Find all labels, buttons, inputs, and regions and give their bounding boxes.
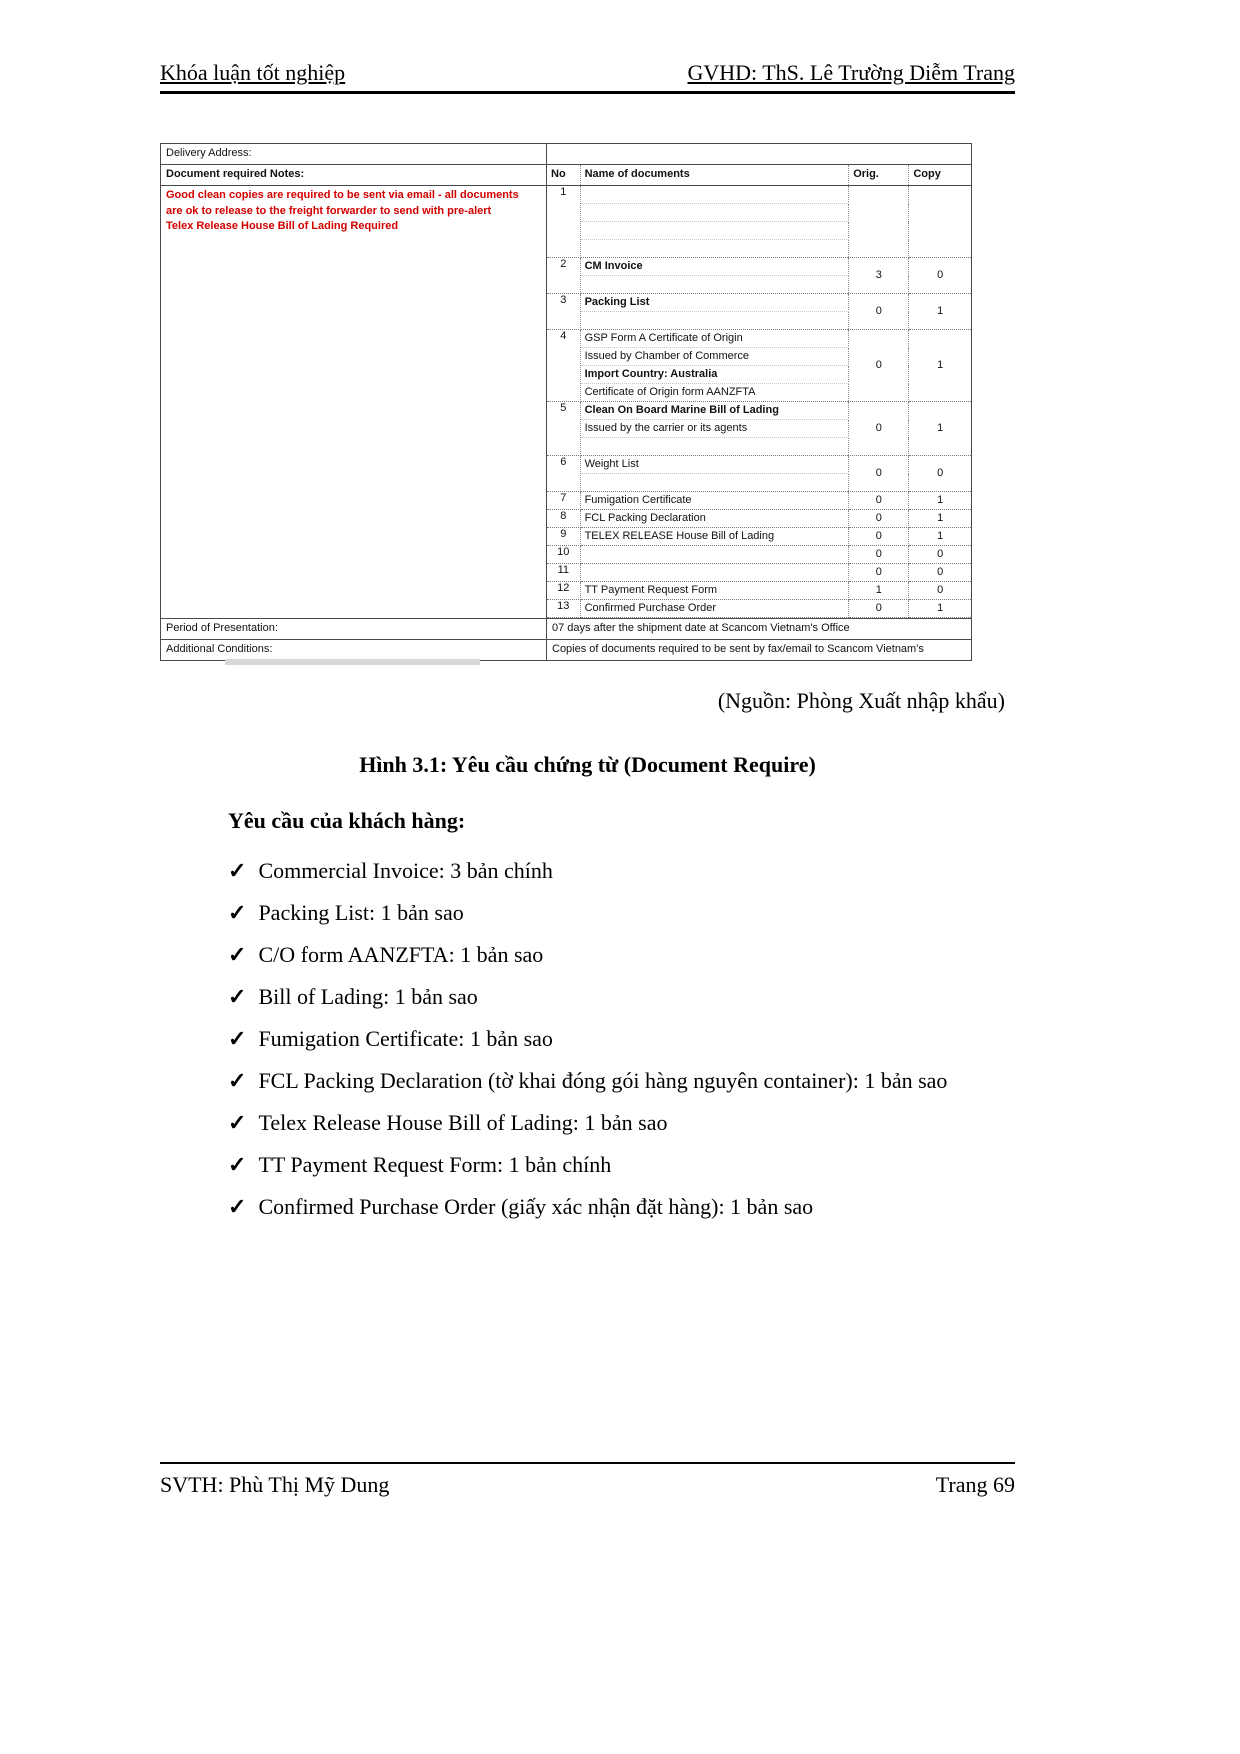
sheet-bottom-artifact (225, 659, 480, 665)
document-row (547, 330, 971, 348)
notes-red-line: are ok to release to the freight forwarder to send with pre-alert (166, 204, 492, 217)
requirement-item (228, 984, 1028, 1010)
delivery-address-row (161, 144, 971, 165)
doc-name-cell (580, 204, 849, 222)
doc-name-cell (580, 276, 849, 294)
requirement-item (228, 1026, 1028, 1052)
header-right-advisor: GVHD: ThS. Lê Trường Diễm Trang (687, 60, 1015, 85)
doc-orig-cell: 0 (849, 510, 909, 528)
doc-no-cell: 6 (547, 456, 580, 492)
doc-no-cell: 9 (547, 528, 580, 546)
doc-orig-cell (849, 186, 909, 258)
doc-name-cell: Weight List (580, 456, 849, 474)
documents-table (547, 165, 971, 619)
requirement-text: C/O form AANZFTA: 1 bản sao (258, 942, 544, 967)
doc-name-cell: Packing List (580, 294, 849, 312)
document-row (547, 492, 971, 510)
sheet-main (161, 165, 971, 619)
doc-name-cell (580, 240, 849, 258)
col-header-no: No (547, 165, 580, 186)
doc-no-cell: 4 (547, 330, 580, 402)
doc-name-cell (580, 546, 849, 564)
doc-orig-cell: 0 (849, 600, 909, 618)
document-row (547, 564, 971, 582)
document-row (547, 186, 971, 204)
check-icon: ✓ (228, 942, 247, 967)
col-header-name: Name of documents (580, 165, 849, 186)
col-header-orig: Orig. (849, 165, 909, 186)
doc-no-cell: 3 (547, 294, 580, 330)
additional-conditions-value: Copies of documents required to be sent by fax/email to Scancom Vietnam's (552, 643, 924, 655)
requirement-item (228, 1194, 1028, 1220)
requirement-item (228, 1068, 1028, 1094)
doc-orig-cell: 0 (849, 564, 909, 582)
doc-copy-cell: 1 (909, 402, 971, 456)
notes-column (161, 165, 547, 619)
period-label: Period of Presentation: (161, 619, 547, 639)
doc-name-cell (580, 438, 849, 456)
requirement-item (228, 900, 1028, 926)
additional-conditions-label: Additional Conditions: (161, 640, 547, 660)
doc-name-cell: Certificate of Origin form AANZFTA (580, 384, 849, 402)
doc-no-cell: 13 (547, 600, 580, 618)
doc-orig-cell: 0 (849, 330, 909, 402)
doc-name-cell (580, 222, 849, 240)
requirement-item (228, 858, 1028, 884)
doc-no-cell: 12 (547, 582, 580, 600)
document-row (547, 600, 971, 618)
doc-orig-cell: 0 (849, 294, 909, 330)
doc-name-cell: Confirmed Purchase Order (580, 600, 849, 618)
document-row (547, 528, 971, 546)
doc-copy-cell: 1 (909, 600, 971, 618)
doc-copy-cell: 0 (909, 456, 971, 492)
doc-copy-cell (909, 186, 971, 258)
doc-copy-cell: 1 (909, 492, 971, 510)
requirement-text: Confirmed Purchase Order (giấy xác nhận đặt hàng): 1 bản sao (258, 1194, 814, 1219)
requirement-text: TT Payment Request Form: 1 bản chính (258, 1152, 612, 1177)
document-requirements-sheet (160, 143, 972, 661)
footer-page-number: Trang 69 (935, 1472, 1015, 1497)
document-row (547, 582, 971, 600)
doc-copy-cell: 1 (909, 294, 971, 330)
doc-name-cell (580, 474, 849, 492)
notes-red-line: Telex Release House Bill of Lading Required (166, 220, 399, 233)
doc-name-cell: FCL Packing Declaration (580, 510, 849, 528)
check-icon: ✓ (228, 1152, 247, 1177)
page-header (160, 60, 1015, 94)
doc-name-cell: Import Country: Australia (580, 366, 849, 384)
document-row (547, 546, 971, 564)
notes-red-line: Good clean copies are required to be sent via email - all documents (166, 188, 519, 201)
source-caption: (Nguồn: Phòng Xuất nhập khẩu) (717, 688, 1005, 713)
doc-copy-cell: 0 (909, 258, 971, 294)
doc-name-cell: TT Payment Request Form (580, 582, 849, 600)
documents-table-body (547, 186, 971, 618)
requirements-heading: Yêu cầu của khách hàng: (228, 808, 466, 833)
requirement-text: Bill of Lading: 1 bản sao (258, 984, 478, 1009)
document-row (547, 294, 971, 312)
check-icon: ✓ (228, 1068, 247, 1093)
requirement-text: FCL Packing Declaration (tờ khai đóng gói hàng nguyên container): 1 bản sao (258, 1068, 948, 1093)
doc-orig-cell: 0 (849, 402, 909, 456)
check-icon: ✓ (228, 900, 247, 925)
doc-orig-cell: 0 (849, 456, 909, 492)
doc-name-cell: Fumigation Certificate (580, 492, 849, 510)
requirement-text: Commercial Invoice: 3 bản chính (258, 858, 553, 883)
doc-orig-cell: 3 (849, 258, 909, 294)
doc-copy-cell: 1 (909, 528, 971, 546)
document-row (547, 456, 971, 474)
requirement-item (228, 1152, 1028, 1178)
doc-orig-cell: 0 (849, 546, 909, 564)
doc-name-cell (580, 186, 849, 204)
doc-copy-cell: 1 (909, 510, 971, 528)
delivery-address-label: Delivery Address: (161, 144, 547, 164)
doc-no-cell: 11 (547, 564, 580, 582)
doc-no-cell: 10 (547, 546, 580, 564)
doc-copy-cell: 0 (909, 546, 971, 564)
col-header-copy: Copy (909, 165, 971, 186)
doc-copy-cell: 0 (909, 582, 971, 600)
figure-title: Hình 3.1: Yêu cầu chứng từ (Document Require) (359, 752, 816, 777)
doc-copy-cell: 1 (909, 330, 971, 402)
document-row (547, 510, 971, 528)
check-icon: ✓ (228, 858, 247, 883)
doc-name-cell: Issued by the carrier or its agents (580, 420, 849, 438)
doc-name-cell (580, 312, 849, 330)
document-row (547, 258, 971, 276)
check-icon: ✓ (228, 1026, 247, 1051)
doc-copy-cell: 0 (909, 564, 971, 582)
doc-orig-cell: 0 (849, 528, 909, 546)
header-left-title: Khóa luận tốt nghiệp (160, 60, 346, 85)
period-of-presentation-row (161, 618, 971, 639)
requirement-text: Packing List: 1 bản sao (258, 900, 464, 925)
doc-no-cell: 1 (547, 186, 580, 258)
check-icon: ✓ (228, 984, 247, 1009)
document-row (547, 402, 971, 420)
doc-orig-cell: 1 (849, 582, 909, 600)
doc-no-cell: 8 (547, 510, 580, 528)
requirement-text: Fumigation Certificate: 1 bản sao (258, 1026, 553, 1051)
documents-column (547, 165, 971, 619)
doc-name-cell: CM Invoice (580, 258, 849, 276)
requirement-item (228, 1110, 1028, 1136)
requirement-item (228, 942, 1028, 968)
requirements-list (228, 858, 1028, 1220)
doc-name-cell: GSP Form A Certificate of Origin (580, 330, 849, 348)
check-icon: ✓ (228, 1194, 247, 1219)
documents-header-row (547, 165, 971, 186)
doc-name-cell (580, 564, 849, 582)
footer-author: SVTH: Phù Thị Mỹ Dung (160, 1472, 390, 1497)
additional-conditions-row (161, 639, 971, 660)
delivery-address-value (547, 144, 971, 164)
doc-name-cell: TELEX RELEASE House Bill of Lading (580, 528, 849, 546)
doc-no-cell: 2 (547, 258, 580, 294)
notes-red-text (161, 186, 546, 239)
doc-orig-cell: 0 (849, 492, 909, 510)
doc-name-cell: Issued by Chamber of Commerce (580, 348, 849, 366)
page-footer (160, 1462, 1015, 1498)
requirement-text: Telex Release House Bill of Lading: 1 bản sao (258, 1110, 668, 1135)
doc-no-cell: 7 (547, 492, 580, 510)
notes-column-header: Document required Notes: (161, 165, 546, 186)
check-icon: ✓ (228, 1110, 247, 1135)
doc-name-cell: Clean On Board Marine Bill of Lading (580, 402, 849, 420)
doc-no-cell: 5 (547, 402, 580, 456)
period-value: 07 days after the shipment date at Scancom Vietnam's Office (552, 622, 850, 635)
customer-requirements-section (228, 808, 1028, 1236)
